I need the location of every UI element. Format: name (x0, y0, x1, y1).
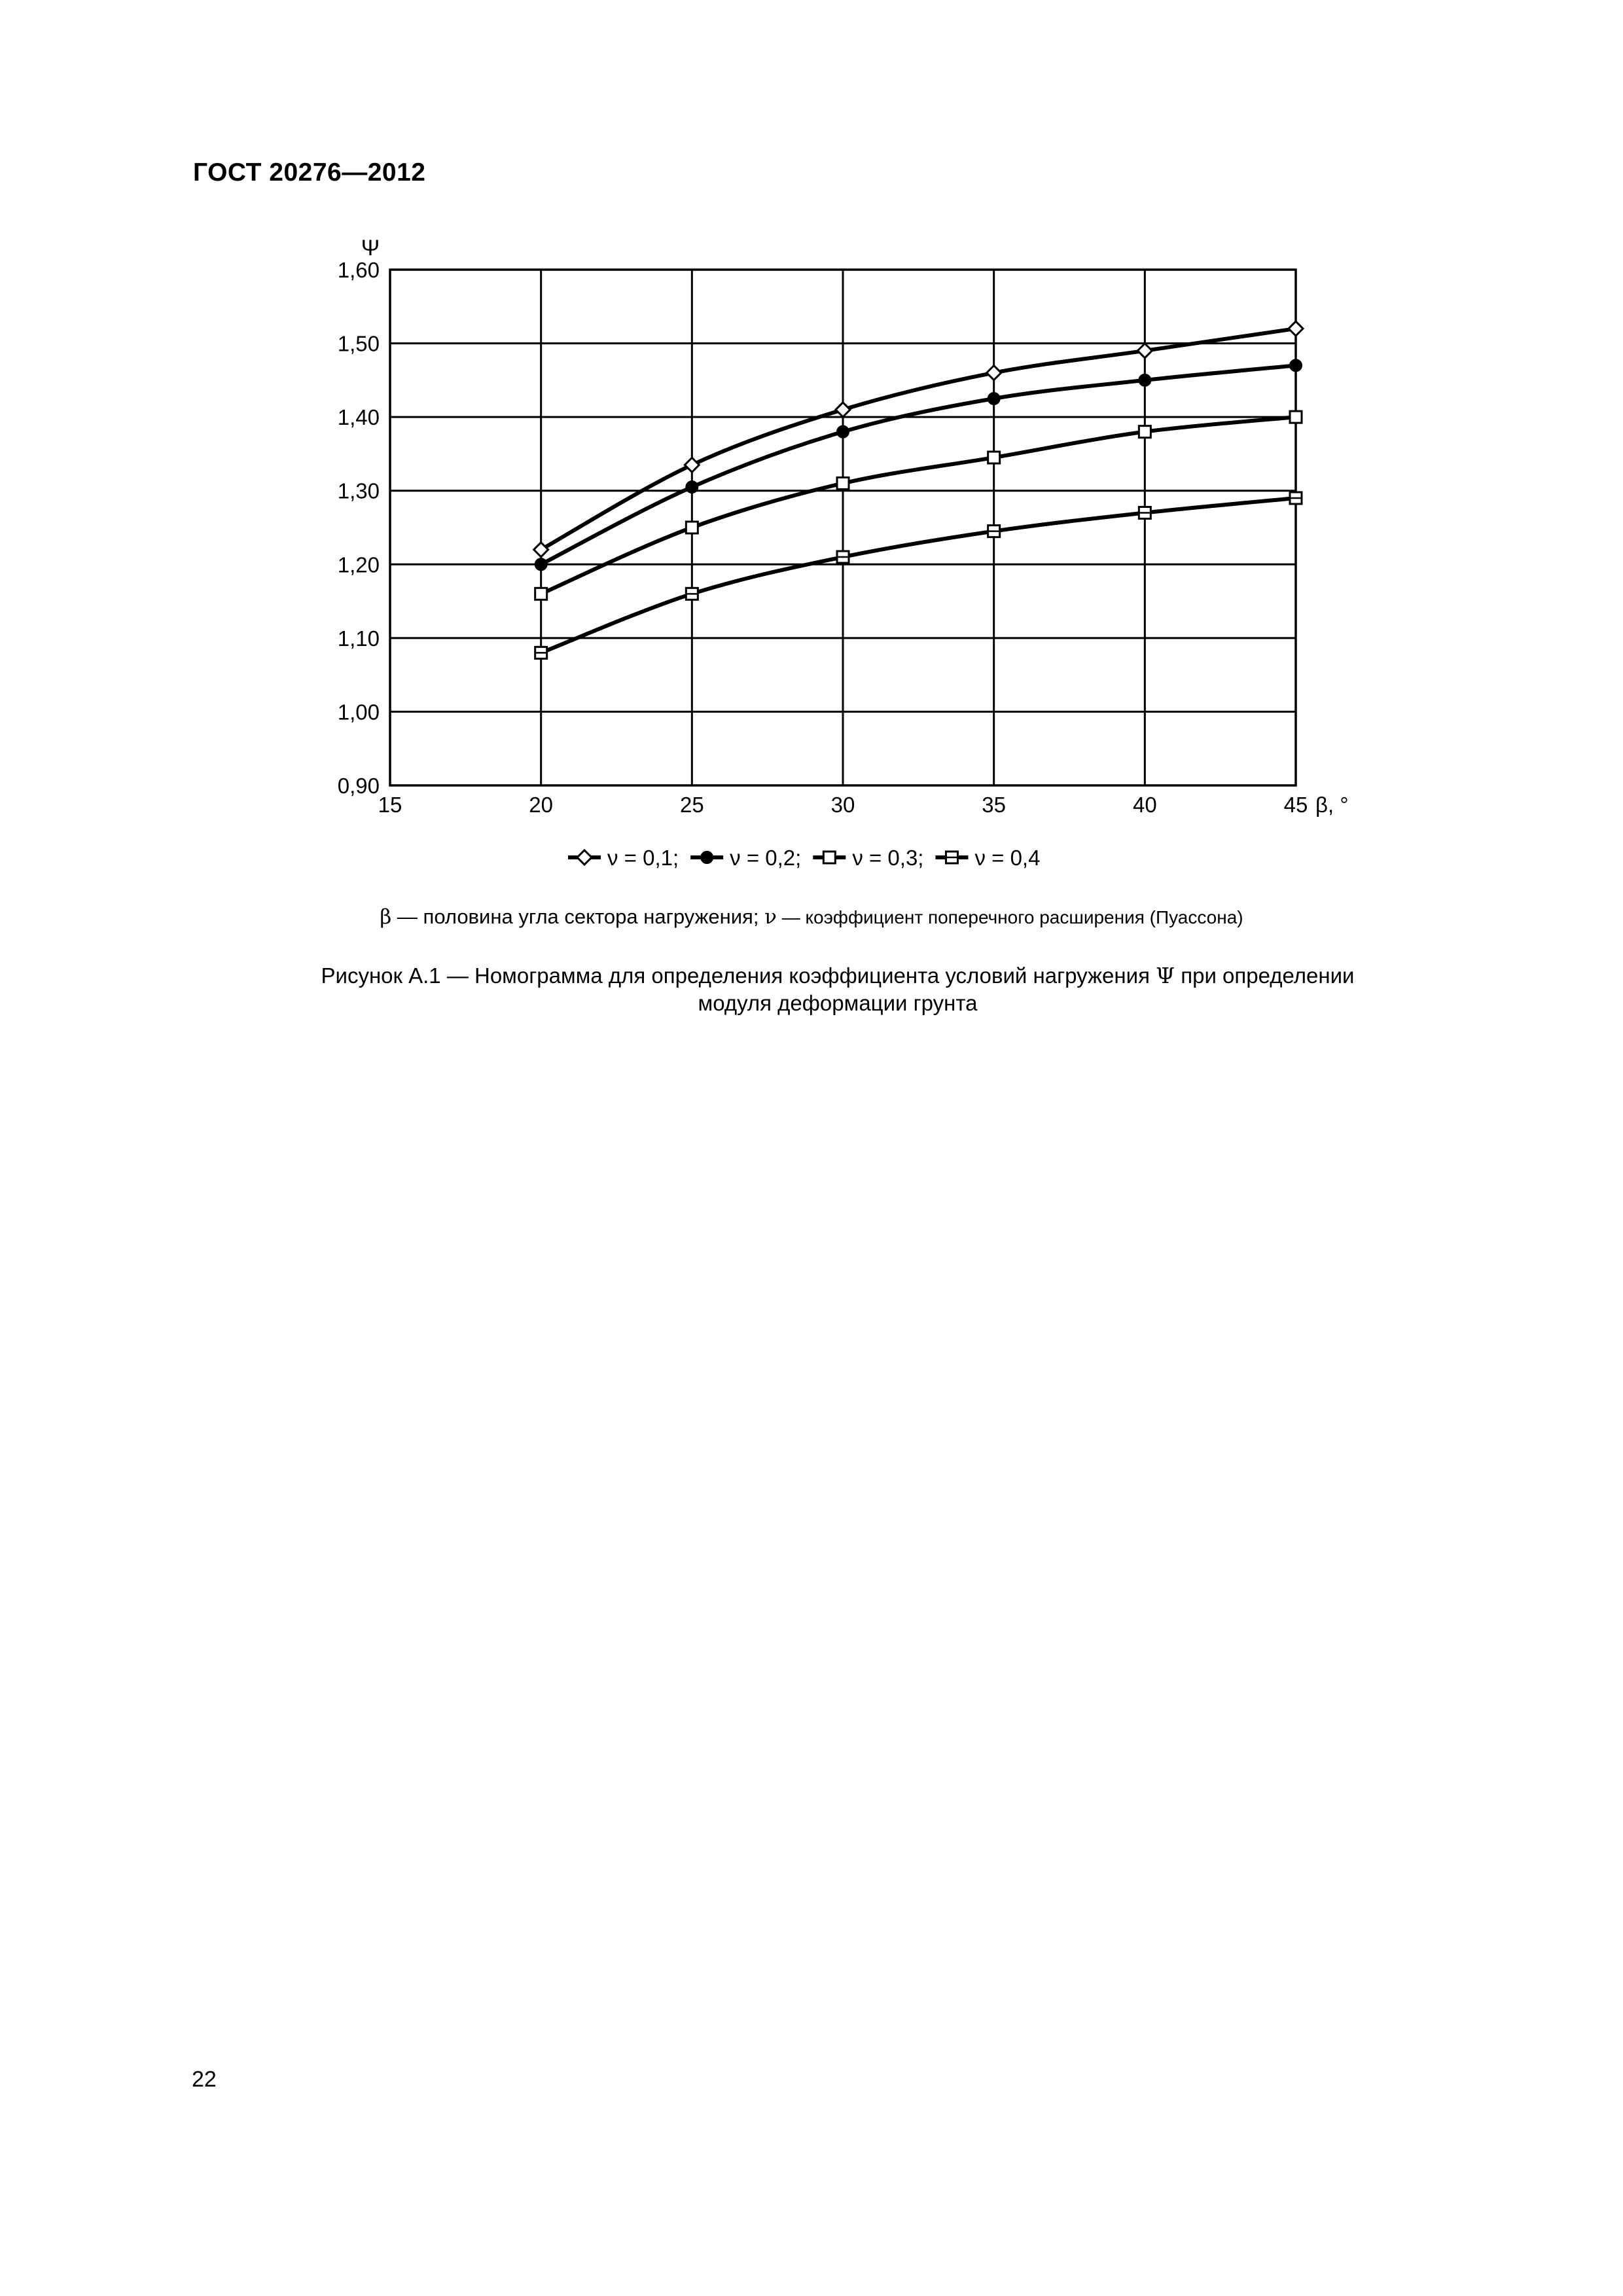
x-tick-label: 45 (1283, 793, 1308, 817)
y-tick-label: 1,60 (337, 258, 380, 282)
x-tick-label: 30 (830, 793, 855, 817)
legend-note (0, 905, 1623, 929)
circle-marker (837, 426, 849, 438)
nu-symbol: ν (764, 905, 777, 929)
series-4 (535, 492, 1302, 658)
circle-marker (1139, 374, 1150, 386)
legend-label: ν = 0,4 (974, 846, 1041, 870)
legend-label: ν = 0,1; (607, 846, 679, 870)
x-tick-label: 25 (679, 793, 704, 817)
circle-marker (988, 393, 1000, 404)
caption-part-2: при определении (1175, 963, 1355, 988)
circle-marker (1290, 359, 1302, 371)
square-marker (837, 477, 849, 489)
page-number: 22 (192, 2067, 217, 2092)
beta-symbol: β (380, 905, 392, 929)
x-tick-label: 20 (529, 793, 554, 817)
figure-caption (216, 962, 1459, 1017)
legend-label: ν = 0,2; (730, 846, 802, 870)
diamond-marker (1289, 321, 1303, 336)
page-header-standard-id: ГОСТ 20276—2012 (193, 158, 426, 187)
y-axis-label: Ψ (361, 236, 380, 260)
caption-line-2: модуля деформации грунта (698, 991, 978, 1015)
series-line (541, 329, 1296, 550)
circle-marker (701, 852, 713, 863)
y-tick-label: 1,00 (337, 700, 380, 725)
circle-marker (535, 558, 547, 570)
square-marker (535, 588, 547, 600)
nu-definition: — коэффициент поперечного расширения (Пуассона) (776, 907, 1243, 927)
x-axis-label: β, ° (1315, 793, 1349, 817)
x-tick-label: 35 (982, 793, 1007, 817)
x-tick-label: 40 (1132, 793, 1157, 817)
y-tick-label: 1,30 (337, 478, 380, 503)
square-marker (1139, 426, 1150, 438)
y-tick-label: 0,90 (337, 774, 380, 798)
square-marker (988, 452, 1000, 463)
diamond-marker (1137, 344, 1152, 358)
series-line (541, 498, 1296, 653)
y-tick-label: 1,50 (337, 331, 380, 356)
diamond-marker (685, 457, 699, 472)
y-tick-label: 1,40 (337, 405, 380, 430)
y-tick-label: 1,10 (337, 626, 380, 651)
y-tick-label: 1,20 (337, 552, 380, 577)
circle-marker (686, 481, 698, 493)
caption-line-1 (216, 962, 1459, 990)
diamond-marker (836, 403, 850, 417)
square-marker (823, 852, 835, 863)
square-marker (1290, 411, 1302, 423)
diamond-marker (987, 366, 1001, 380)
legend-label: ν = 0,3; (852, 846, 924, 870)
caption-part-1: Рисунок А.1 — Номограмма для определения коэффициента условий нагружения (321, 963, 1156, 988)
legend (568, 846, 1040, 870)
nomogram-chart (0, 0, 1623, 929)
series-line (541, 365, 1296, 564)
x-tick-label: 15 (378, 793, 402, 817)
square-marker (686, 522, 698, 533)
series-1 (534, 321, 1303, 557)
diamond-marker (577, 850, 592, 865)
beta-definition: — половина угла сектора нагружения; (391, 905, 759, 928)
psi-symbol: Ψ (1156, 963, 1175, 988)
